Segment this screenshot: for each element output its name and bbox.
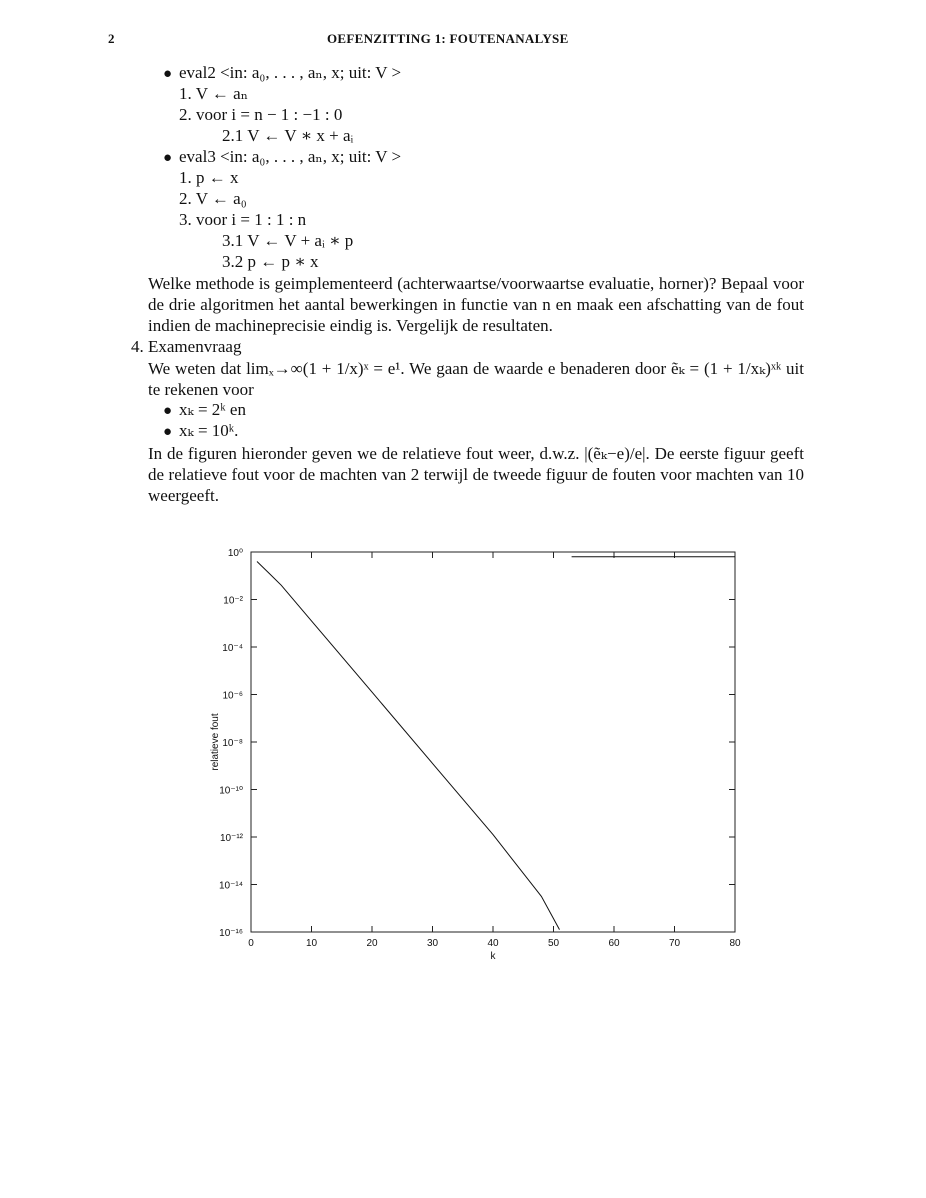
x-tick-label: 50 <box>547 938 560 949</box>
y-tick-label: 10⁻⁸ <box>222 738 243 749</box>
relative-error-chart <box>195 535 755 965</box>
exam-bullet-2: xₖ = 10ᵏ. <box>179 421 239 440</box>
x-axis-ticks <box>248 552 741 949</box>
eval2-step-2-1: 2.1 V ← V ∗ x + aᵢ <box>222 126 354 145</box>
y-tick-label: 10⁰ <box>227 548 243 559</box>
y-tick-label: 10⁻¹⁴ <box>218 880 243 892</box>
eval3-step-3-2: 3.2 p ← p ∗ x <box>222 252 319 271</box>
eval2-signature: eval2 <in: a₀, . . . , aₙ, x; uit: V > <box>179 63 402 82</box>
bullet-icon: ● <box>163 150 173 166</box>
y-tick-label: 10⁻¹⁶ <box>219 928 243 939</box>
y-tick-label: 10⁻² <box>223 595 243 607</box>
x-tick-label: 0 <box>248 938 254 949</box>
eval3-step-1: 1. p ← x <box>179 168 239 187</box>
series-lines <box>257 557 735 930</box>
eval3-step-3: 3. voor i = 1 : 1 : n <box>179 210 307 229</box>
eval3-signature: eval3 <in: a₀, . . . , aₙ, x; uit: V > <box>179 147 402 166</box>
exam-bullet-1: xₖ = 2ᵏ en <box>179 400 246 419</box>
y-tick-label: 10⁻¹² <box>219 833 243 844</box>
y-axis-ticks <box>219 548 735 939</box>
exam-intro: We weten dat limₓ→∞(1 + 1/x)ˣ = e¹. We gaan de waarde e benaderen door ẽₖ = (1 + 1/xₖ)ˣᵏ uit te rekenen voor <box>148 359 804 399</box>
eval3-step-2: 2. V ← a₀ <box>179 189 247 208</box>
question-paragraph: Welke methode is geimplementeerd (achterwaartse/voorwaartse evaluatie, horner)? Bepaal voor de drie algoritmen het aantal bewerkingen in functie van n en maak een afschatting van de fout indien de machineprecisie eindig is. Vergelijk de resultaten. <box>148 274 804 335</box>
x-tick-label: 40 <box>487 938 499 949</box>
x-tick-label: 60 <box>608 938 620 949</box>
eval3-step-3-1: 3.1 V ← V + aᵢ ∗ p <box>222 231 354 250</box>
page-number: 2 <box>108 31 115 46</box>
x-tick-label: 80 <box>729 938 741 949</box>
y-tick-label: 10⁻⁴ <box>222 643 243 654</box>
bullet-icon: ● <box>163 66 173 82</box>
bullet-icon: ● <box>163 424 173 440</box>
x-axis-label: k <box>490 951 496 962</box>
x-tick-label: 70 <box>668 938 681 949</box>
bullet-icon: ● <box>163 403 173 419</box>
x-tick-label: 10 <box>305 938 318 949</box>
y-tick-label: 10⁻¹⁰ <box>219 785 243 797</box>
eval2-step-1: 1. V ← aₙ <box>179 84 249 103</box>
figure-description: In de figuren hieronder geven we de relatieve fout weer, d.w.z. |(ẽₖ−e)/e|. De eerste figuur geeft de relatieve fout voor de machten van 2 terwijl de tweede figuur de fouten voor machten van 10 weergeeft. <box>148 444 804 505</box>
series-line <box>257 562 560 930</box>
running-header: OEFENZITTING 1: FOUTENANALYSE <box>327 31 569 46</box>
plot-frame <box>251 552 735 932</box>
x-tick-label: 20 <box>366 938 378 949</box>
exam-heading: 4. Examenvraag <box>131 337 242 356</box>
y-axis-label: relatieve fout <box>210 713 221 771</box>
y-tick-label: 10⁻⁶ <box>222 690 243 702</box>
x-tick-label: 30 <box>426 938 439 949</box>
eval2-step-2: 2. voor i = n − 1 : −1 : 0 <box>179 105 343 124</box>
